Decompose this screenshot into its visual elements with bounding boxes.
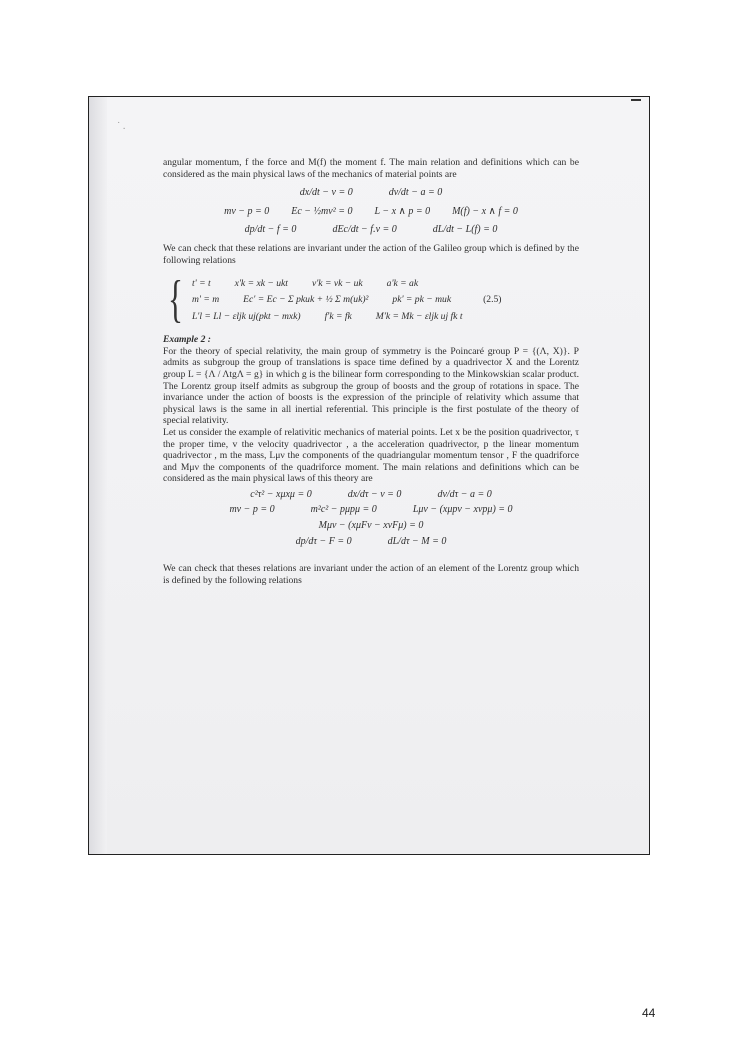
equation: Ec − ½mv² = 0 <box>291 205 353 217</box>
equation: dL/dτ − M = 0 <box>387 535 447 547</box>
equation: m' = m <box>191 294 220 306</box>
equation: mv − p = 0 <box>229 504 275 516</box>
equation: dx/dτ − v = 0 <box>347 488 402 500</box>
system-row <box>192 294 579 306</box>
equation-row <box>163 536 579 548</box>
equation: Mμν − (xμFν − xνFμ) = 0 <box>318 520 424 532</box>
equation: dv/dτ − a = 0 <box>437 488 492 500</box>
lorentz-paragraph: We can check that theses relations are invariant under the action of an element of the Lorentz group which is defined by the following relations <box>163 563 579 586</box>
example-heading: Example 2 : <box>163 334 211 346</box>
equation-row <box>163 504 579 516</box>
scan-smudge: ˙ . <box>117 121 126 132</box>
galileo-paragraph: We can check that these relations are invariant under the action of the Galileo group which is defined by the following relations <box>163 242 579 266</box>
equation-row <box>163 489 579 501</box>
system-row <box>192 278 579 290</box>
equation: v'k = vk − uk <box>311 277 363 289</box>
example-paragraph: For the theory of special relativity, the main group of symmetry is the Poincaré group P = {(Λ, X)}. P admits as subgroup the group of translations is space time defined by a quadrivector X and the Lorentz group L = {Λ / ΛtgΛ = g} in which g is the bilinear form corresponding to the Minkowskian scalar product. The Lorentz group itself admits as subgroup the group of boosts and the group of rotations in space. The invariance under the action of boosts is the expression of the principle of relativity which assume that physical laws is the same in all inertial referential. This principle is the first postulate of the theory of special relativity. <box>163 345 579 427</box>
equation-number: (2.5) <box>483 294 502 306</box>
scanned-page-frame <box>88 96 650 855</box>
equation: mv − p = 0 <box>224 205 270 217</box>
galileo-system <box>163 271 579 329</box>
equation: x'k = xk − ukt <box>234 277 288 289</box>
brace-symbol: { <box>167 271 183 329</box>
equation-row <box>163 206 579 218</box>
equation: Lμν − (xμpν − xνpμ) = 0 <box>412 504 513 516</box>
scan-mark <box>631 99 641 101</box>
page-content <box>163 157 579 586</box>
page-number: 44 <box>642 1006 656 1020</box>
equation: pk' = pk − muk <box>392 294 452 306</box>
relativistic-paragraph: Let us consider the example of relativitic mechanics of material points. Let x be the position quadrivector, τ the proper time, v the velocity quadrivector , a the acceleration quadrivector, p the linear momentum quadrivector , m the mass, Lμν the components of the quadriangular momentum tensor , F the quadriforce and Mμν the components of the quadriforce moment. The main relations and definitions which can be considered as the main physical laws of this theory are <box>163 426 579 485</box>
equation: L'l = Ll − εljk uj(pkt − mxk) <box>191 310 301 322</box>
equation: a'k = ak <box>386 277 419 289</box>
equation: Ec' = Ec − Σ pkuk + ½ Σ m(uk)² <box>243 294 369 306</box>
equation-row <box>163 520 579 532</box>
equation: m²c² − pμpμ = 0 <box>310 504 377 516</box>
equation: f'k = fk <box>324 310 352 322</box>
equation: dp/dt − f = 0 <box>244 224 297 236</box>
scan-shadow <box>89 97 107 854</box>
equation: M(f) − x ∧ f = 0 <box>452 205 518 217</box>
system-row <box>192 311 579 323</box>
equation-row <box>163 187 579 199</box>
equation-row <box>163 224 579 236</box>
equation: dp/dτ − F = 0 <box>295 535 352 547</box>
equation: L − x ∧ p = 0 <box>374 205 431 217</box>
equation: c²τ² − xμxμ = 0 <box>250 488 312 500</box>
equation: t' = t <box>191 277 211 289</box>
intro-paragraph: angular momentum, f the force and M(f) the moment f. The main relation and definitions which can be considered as the main physical laws of the mechanics of material points are <box>163 157 579 180</box>
equation: dx/dt − v = 0 <box>299 187 353 199</box>
equation: dEc/dt − f.v = 0 <box>332 224 397 236</box>
equation: dL/dt − L(f) = 0 <box>432 224 498 236</box>
equation: dv/dt − a = 0 <box>388 187 443 199</box>
equation: M'k = Mk − εljk uj fk t <box>375 310 463 322</box>
